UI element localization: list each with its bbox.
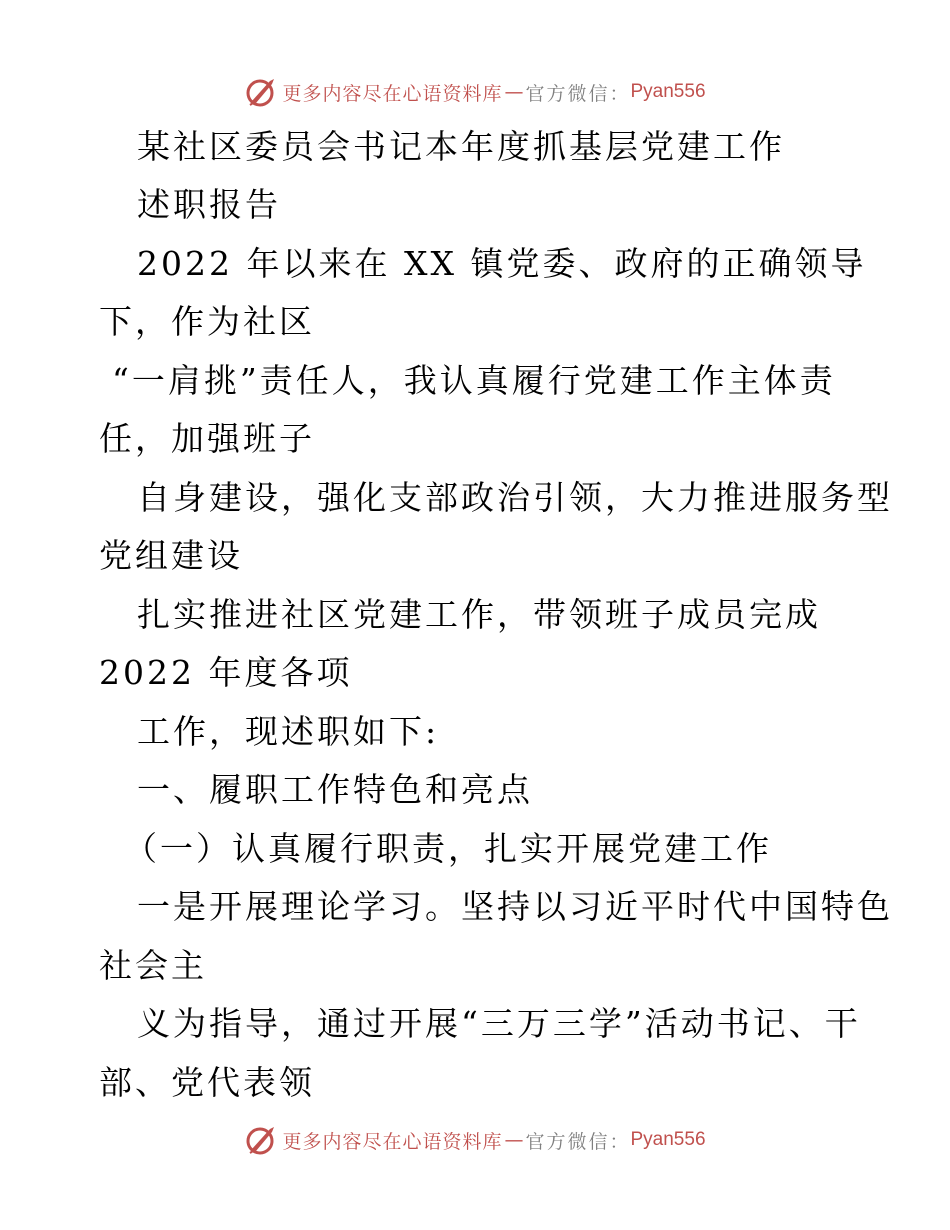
footer-watermark-banner [0, 1120, 950, 1160]
header-watermark-banner [0, 72, 950, 112]
paragraph-line: 社会主 [99, 946, 207, 985]
banner-brand-text: 更多内容尽在心语资料库 [282, 1130, 503, 1153]
subsection-heading: （一）认真履行职责，扎实开展党建工作 [124, 829, 772, 868]
paragraph-line: 党组建设 [99, 536, 243, 575]
paragraph-line: 2022 年以来在 XX 镇党委、政府的正确领导 [137, 244, 867, 283]
banner-brand-text: 更多内容尽在心语资料库 [282, 82, 503, 105]
paragraph-line: 下，作为社区 [99, 302, 315, 341]
quill-logo-icon [244, 75, 278, 109]
paragraph-line: 任，加强班子 [99, 419, 315, 458]
paragraph-line: 部、党代表领 [99, 1063, 315, 1102]
banner-wechat-handle: Pyan556 [630, 1129, 706, 1150]
paragraph-line: “一肩挑”责任人，我认真履行党建工作主体责 [112, 361, 836, 400]
banner-label-text: 官方微信： [525, 1130, 631, 1153]
paragraph-line: 义为指导，通过开展“三万三学”活动书记、干 [137, 1004, 861, 1043]
paragraph-line: 工作，现述职如下: [137, 712, 440, 751]
banner-wechat-handle: Pyan556 [630, 81, 706, 102]
paragraph-line: 扎实推进社区党建工作，带领班子成员完成 [137, 595, 821, 634]
section-heading: 一、履职工作特色和亮点 [137, 770, 533, 809]
paragraph-line: 自身建设，强化支部政治引领，大力推进服务型 [137, 478, 893, 517]
document-title-line-1: 某社区委员会书记本年度抓基层党建工作 [137, 127, 785, 166]
banner-label-text: 官方微信： [525, 82, 631, 105]
quill-logo-icon [244, 1123, 278, 1157]
paragraph-line: 2022 年度各项 [99, 653, 353, 692]
banner-dash: — [504, 1129, 524, 1151]
document-title-line-2: 述职报告 [137, 185, 281, 224]
banner-dash: — [504, 81, 524, 103]
paragraph-line: 一是开展理论学习。坚持以习近平时代中国特色 [137, 887, 893, 926]
